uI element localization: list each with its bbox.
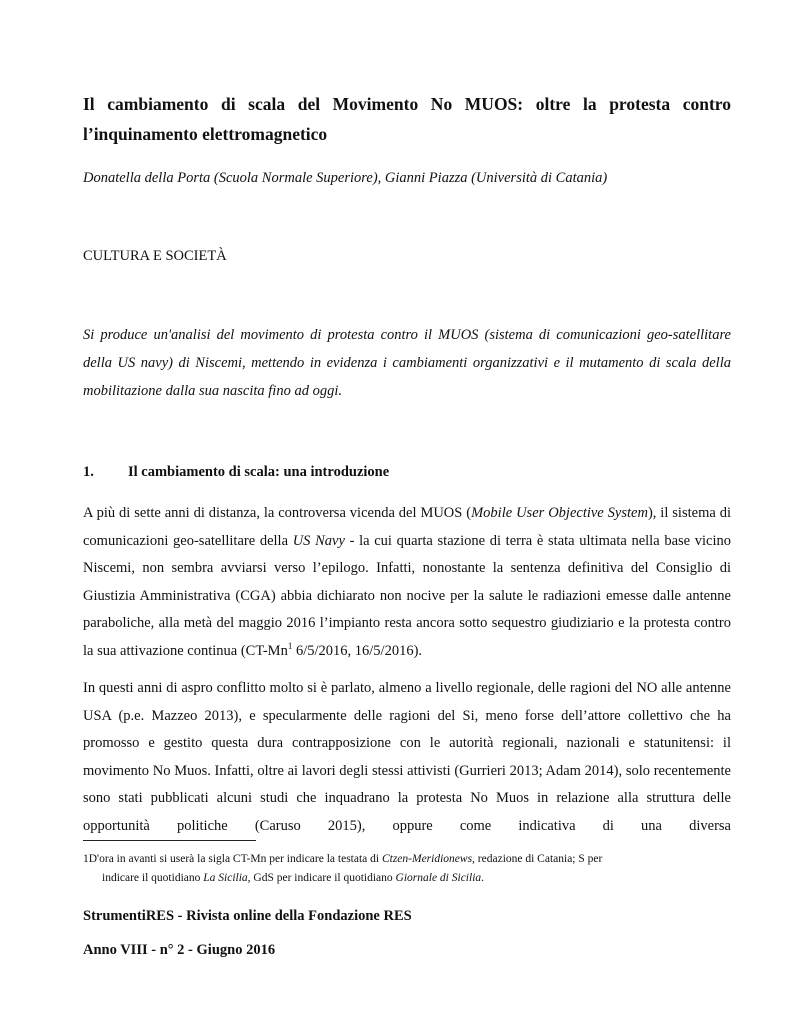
footnote-text: 1D'ora in avanti si userà la sigla CT-Mn per indicare la testata di [83, 853, 382, 865]
journal-issue: Anno VIII - n° 2 - Giugno 2016 [83, 942, 276, 958]
section-title: Il cambiamento di scala: una introduzione [128, 464, 390, 480]
footnote-reference[interactable]: 1 [287, 641, 293, 652]
article-authors: Donatella della Porta (Scuola Normale Superiore), Gianni Piazza (Università di Catania) [83, 170, 608, 186]
paragraph-text: ), il sistema di comunicazioni geo-satellitare della [83, 505, 731, 549]
section-category: CULTURA E SOCIETÀ [83, 248, 227, 264]
section-heading [83, 461, 733, 483]
paragraph-text: A più di sette anni di distanza, la controversa vicenda del MUOS ( [83, 505, 472, 521]
article-title: Il cambiamento di scala del Movimento No MUOS: oltre la protesta contro l’inquinamento elettromagnetico [83, 94, 731, 144]
footnote [83, 850, 731, 888]
body-paragraph-1 [83, 500, 731, 666]
footnote-text: . [481, 872, 485, 884]
paragraph-italic-text: US Navy [292, 532, 345, 549]
footnote-italic-text: Giornale di Sicilia [395, 872, 482, 884]
footnote-text: indicare il quotidiano [102, 872, 204, 884]
paragraph-italic-text: Mobile User Objective System [471, 505, 648, 521]
paragraph-text: - la cui quarta stazione di terra è stata ultimata nella base vicino Niscemi, non sembra avviarsi verso l’epilogo. Infatti, nonostante la sentenza definitiva del Consiglio di Giustizia Amministrativa (CGA) abbia dichiarato non nocive per la salute le radiazioni emesse dalle antenne paraboliche, alla metà del maggio 2016 l’impianto resta ancora sotto sequestro giudiziario e la protesta contro la sua attivazione continua (CT-Mn [83, 532, 731, 659]
footnote-divider [83, 840, 256, 841]
section-number: 1. [83, 464, 94, 480]
footnote-continuation [83, 869, 731, 888]
body-paragraph-2: In questi anni di aspro conflitto molto si è parlato, almeno a livello regionale, delle ragioni del NO alle antenne USA (p.e. Mazzeo 2013), e specularmente delle ragioni del Si, meno forse dell’attore collettivo che ha promosso e gestito questa dura contrapposizione con le autorità regionali, nazionali e statunitensi: il movimento No Muos. Infatti, oltre ai lavori degli stessi attivisti (Gurrieri 2013; Adam 2014), solo recentemente sono stati pubblicati alcuni studi che inquadrano la protesta No Muos in relazione alla struttura delle opportunità politiche (Caruso 2015), oppure come indicativa di una diversa [83, 680, 731, 834]
article-abstract: Si produce un'analisi del movimento di protesta contro il MUOS (sistema di comunicazioni geo-satellitare della US navy) di Niscemi, mettendo in evidenza i cambiamenti organizzativi e il mutamento di scala della mobilitazione dalla sua nascita fino ad oggi. [83, 327, 731, 399]
footnote-text: redazione di Catania; S per [474, 853, 603, 865]
journal-name: StrumentiRES - Rivista online della Fondazione RES [83, 908, 412, 924]
paragraph-text: 6/5/2016, 16/5/2016). [292, 642, 423, 659]
footnote-italic-text: La Sicilia [203, 872, 248, 884]
footnote-text: , GdS per indicare il quotidiano [247, 872, 396, 884]
footnote-italic-text: Ctzen-Meridionews, [381, 853, 475, 865]
